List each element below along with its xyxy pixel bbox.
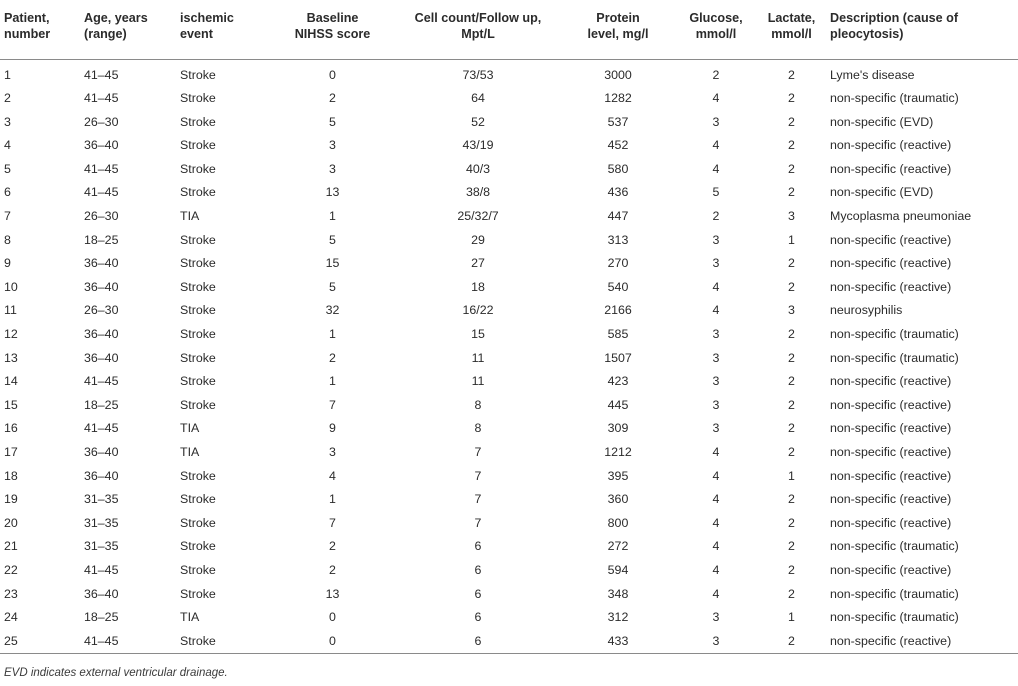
- cell-protein: 360: [607, 492, 629, 507]
- cell-age: 41–45: [84, 67, 119, 82]
- cell-ischemic-event: Stroke: [180, 256, 216, 271]
- table-row: [0, 630, 1018, 654]
- cell-patient-number: 20: [4, 515, 18, 530]
- cell-lactate: 2: [788, 138, 795, 153]
- cell-patient-number: 21: [4, 539, 18, 554]
- cell-cell-count: 18: [471, 279, 485, 294]
- table-row: [0, 347, 1018, 371]
- cell-nihss: 2: [329, 91, 336, 106]
- cell-cell-count: 15: [471, 327, 485, 342]
- cell-description: non-specific (reactive): [830, 374, 952, 389]
- cell-lactate: 2: [788, 445, 795, 459]
- cell-cell-count: 8: [474, 397, 482, 412]
- cell-cell-count: 11: [471, 374, 485, 389]
- cell-glucose: 3: [712, 397, 720, 412]
- cell-description: non-specific (reactive): [830, 562, 952, 577]
- cell-protein: 313: [607, 232, 629, 247]
- cell-description: non-specific (traumatic): [830, 586, 959, 601]
- table-row: [0, 370, 1018, 394]
- cell-cell-count: 16/22: [462, 303, 494, 318]
- cell-glucose: 3: [712, 610, 720, 625]
- cell-description: non-specific (reactive): [830, 161, 952, 176]
- cell-age: 36–40: [84, 468, 119, 483]
- cell-age: 36–40: [84, 327, 119, 342]
- table-row: [0, 583, 1018, 607]
- cell-lactate: 2: [788, 586, 795, 601]
- cell-protein: 580: [607, 161, 629, 176]
- cell-ischemic-event: Stroke: [180, 327, 216, 342]
- cell-description: non-specific (reactive): [830, 256, 952, 271]
- cell-ischemic-event: Stroke: [180, 586, 216, 601]
- cell-cell-count: 11: [471, 350, 485, 365]
- header-nihss: Baseline NIHSS score: [270, 4, 395, 59]
- cell-nihss: 1: [329, 374, 336, 389]
- cell-patient-number: 10: [4, 279, 18, 294]
- cell-protein: 395: [607, 468, 629, 483]
- cell-patient-number: 3: [4, 114, 11, 129]
- cell-age: 36–40: [84, 586, 119, 601]
- cell-age: 41–45: [84, 91, 119, 106]
- cell-patient-number: 8: [4, 232, 11, 247]
- cell-cell-count: 43/19: [462, 138, 494, 153]
- table-row: [0, 441, 1018, 465]
- cell-lactate: 2: [788, 421, 795, 436]
- cell-nihss: 15: [325, 256, 340, 271]
- cell-patient-number: 16: [4, 421, 18, 436]
- cell-protein: 594: [607, 562, 629, 577]
- table-row: [0, 134, 1018, 158]
- cell-protein: 585: [607, 327, 629, 342]
- table-body: [0, 59, 1018, 654]
- cell-lactate: 2: [788, 67, 795, 82]
- cell-lactate: 2: [788, 350, 795, 365]
- cell-glucose: 4: [712, 468, 720, 483]
- cell-ischemic-event: TIA: [180, 445, 200, 459]
- cell-description: non-specific (traumatic): [830, 91, 959, 106]
- cell-description: non-specific (reactive): [830, 232, 952, 247]
- cell-description: non-specific (traumatic): [830, 327, 959, 342]
- cell-nihss: 2: [329, 562, 336, 577]
- cell-glucose: 2: [712, 67, 720, 82]
- cell-ischemic-event: Stroke: [180, 515, 216, 530]
- cell-age: 18–25: [84, 232, 119, 247]
- cell-glucose: 2: [712, 209, 720, 224]
- cell-age: 41–45: [84, 185, 119, 200]
- cell-description: non-specific (traumatic): [830, 539, 959, 554]
- cell-protein: 436: [607, 185, 629, 200]
- cell-glucose: 4: [712, 586, 720, 601]
- cell-protein: 447: [607, 209, 629, 224]
- cell-age: 26–30: [84, 114, 119, 129]
- cell-glucose: 3: [712, 421, 720, 436]
- cell-glucose: 5: [712, 185, 720, 200]
- cell-age: 41–45: [84, 421, 119, 436]
- header-ischemic-event: ischemic event: [176, 4, 270, 59]
- table-header-row: [0, 4, 1018, 59]
- cell-description: non-specific (reactive): [830, 279, 952, 294]
- table-row: [0, 559, 1018, 583]
- cell-ischemic-event: Stroke: [180, 468, 216, 483]
- cell-cell-count: 6: [474, 610, 482, 625]
- cell-ischemic-event: Stroke: [180, 303, 216, 318]
- cell-protein: 1282: [604, 91, 632, 106]
- cell-nihss: 5: [329, 114, 336, 129]
- cell-protein: 433: [561, 630, 675, 654]
- cell-ischemic-event: TIA: [180, 421, 200, 436]
- header-cell-count: Cell count/Follow up, Mpt/L: [395, 4, 561, 59]
- table-row: [0, 181, 1018, 205]
- cell-ischemic-event: Stroke: [180, 562, 216, 577]
- cell-protein: 540: [607, 279, 629, 294]
- cell-patient-number: 13: [4, 350, 18, 365]
- cell-protein: 3000: [604, 67, 632, 82]
- cell-patient-number: 19: [4, 492, 18, 507]
- cell-ischemic-event: Stroke: [180, 539, 216, 554]
- cell-protein: 1212: [604, 445, 632, 459]
- cell-glucose: 4: [712, 91, 720, 106]
- cell-nihss: 1: [329, 327, 336, 342]
- cell-age: 31–35: [84, 515, 119, 530]
- cell-ischemic-event: Stroke: [180, 350, 216, 365]
- table-row: [0, 606, 1018, 630]
- cell-ischemic-event: Stroke: [180, 138, 216, 153]
- cell-patient-number: 17: [4, 445, 18, 459]
- cell-lactate: 2: [788, 114, 795, 129]
- header-protein: Protein level, mg/l: [561, 4, 675, 59]
- cell-glucose: 4: [712, 539, 720, 554]
- cell-lactate: 2: [788, 492, 795, 507]
- cell-protein: 1507: [604, 350, 632, 365]
- cell-patient-number: 4: [4, 138, 11, 153]
- cell-age: 41–45: [84, 161, 119, 176]
- cell-nihss: 32: [325, 303, 340, 318]
- header-glucose: Glucose, mmol/l: [675, 4, 757, 59]
- cell-lactate: 1: [788, 468, 795, 483]
- cell-patient-number: 15: [4, 397, 18, 412]
- cell-nihss: 1: [329, 492, 336, 507]
- cell-cell-count: 38/8: [465, 185, 491, 200]
- cell-description: non-specific (reactive): [830, 492, 952, 507]
- cell-ischemic-event: TIA: [180, 610, 200, 625]
- cell-lactate: 1: [788, 232, 795, 247]
- table-row: [0, 205, 1018, 229]
- cell-description: non-specific (traumatic): [830, 350, 959, 365]
- cell-ischemic-event: Stroke: [180, 279, 216, 294]
- cell-glucose: 3: [712, 350, 720, 365]
- cell-cell-count: 64: [471, 91, 485, 106]
- table-row: [0, 276, 1018, 300]
- table-row: [0, 512, 1018, 536]
- cell-cell-count: 7: [474, 468, 482, 483]
- cell-age: 26–30: [84, 209, 119, 224]
- table-row: [0, 252, 1018, 276]
- cell-patient-number: 12: [4, 327, 18, 342]
- cell-description: non-specific (reactive): [826, 630, 1018, 654]
- cell-ischemic-event: Stroke: [180, 397, 216, 412]
- cell-patient-number: 1: [4, 67, 11, 82]
- cell-age: 36–40: [84, 279, 119, 294]
- cell-cell-count: 27: [471, 256, 485, 271]
- cell-cell-count: 52: [471, 114, 485, 129]
- cell-lactate: 2: [788, 374, 795, 389]
- table-row: [0, 111, 1018, 135]
- cell-ischemic-event: Stroke: [180, 492, 216, 507]
- cell-lactate: 2: [788, 256, 795, 271]
- cell-patient-number: 18: [4, 468, 18, 483]
- cell-patient-number: 7: [4, 209, 11, 224]
- table-row: [0, 535, 1018, 559]
- cell-patient-number: 14: [4, 374, 18, 389]
- cell-lactate: 3: [788, 303, 795, 318]
- cell-patient-number: 22: [4, 562, 18, 577]
- cell-age: 41–45: [80, 630, 176, 654]
- header-description: Description (cause of pleocytosis): [826, 4, 1018, 59]
- cell-lactate: 2: [757, 630, 826, 654]
- cell-nihss: 9: [329, 421, 336, 436]
- cell-age: 36–40: [84, 256, 119, 271]
- footnote: EVD indicates external ventricular drainage.: [4, 667, 228, 679]
- cell-protein: 312: [607, 610, 629, 625]
- cell-age: 41–45: [84, 374, 119, 389]
- cell-ischemic-event: TIA: [180, 209, 200, 224]
- cell-patient-number: 11: [4, 303, 17, 318]
- cell-cell-count: 40/3: [465, 161, 491, 176]
- cell-cell-count: 7: [474, 445, 482, 459]
- cell-description: non-specific (reactive): [830, 468, 952, 483]
- cell-age: 36–40: [84, 350, 119, 365]
- cell-cell-count: 6: [474, 586, 482, 601]
- cell-patient-number: 23: [4, 586, 18, 601]
- cell-lactate: 2: [788, 91, 795, 106]
- cell-nihss: 5: [329, 232, 336, 247]
- cell-cell-count: 6: [395, 630, 561, 654]
- cell-protein: 800: [607, 515, 629, 530]
- cell-cell-count: 73/53: [462, 67, 494, 82]
- cell-cell-count: 6: [474, 539, 482, 554]
- cell-protein: 445: [607, 397, 629, 412]
- cell-ischemic-event: Stroke: [176, 630, 270, 654]
- cell-age: 18–25: [84, 610, 119, 625]
- cell-glucose: 3: [712, 232, 720, 247]
- cell-glucose: 4: [712, 562, 720, 577]
- header-patient-number: Patient, number: [0, 4, 80, 59]
- patients-table: [0, 4, 1018, 654]
- cell-lactate: 2: [788, 185, 795, 200]
- cell-glucose: 3: [712, 327, 720, 342]
- cell-nihss: 0: [329, 610, 336, 625]
- cell-description: non-specific (reactive): [830, 445, 952, 459]
- cell-glucose: 4: [712, 303, 720, 318]
- cell-protein: 272: [607, 539, 629, 554]
- cell-ischemic-event: Stroke: [180, 91, 216, 106]
- cell-lactate: 2: [788, 279, 795, 294]
- cell-description: Lyme's disease: [830, 67, 915, 82]
- cell-patient-number: 6: [4, 185, 11, 200]
- cell-cell-count: 7: [474, 515, 482, 530]
- cell-cell-count: 7: [474, 492, 482, 507]
- cell-glucose: 4: [712, 138, 720, 153]
- cell-cell-count: 29: [471, 232, 485, 247]
- cell-glucose: 3: [712, 374, 720, 389]
- cell-protein: 348: [607, 586, 629, 601]
- table-row: [0, 323, 1018, 347]
- cell-lactate: 2: [788, 327, 795, 342]
- cell-description: non-specific (EVD): [830, 185, 934, 200]
- cell-ischemic-event: Stroke: [180, 185, 216, 200]
- cell-age: 18–25: [84, 397, 119, 412]
- cell-cell-count: 8: [474, 421, 482, 436]
- cell-cell-count: 25/32/7: [457, 209, 499, 224]
- cell-nihss: 2: [329, 539, 336, 554]
- cell-patient-number: 9: [4, 256, 11, 271]
- cell-nihss: 0: [329, 67, 336, 82]
- cell-lactate: 2: [788, 562, 795, 577]
- cell-glucose: 4: [712, 279, 720, 294]
- table-row: [0, 158, 1018, 182]
- cell-lactate: 2: [788, 539, 795, 554]
- cell-protein: 270: [607, 256, 629, 271]
- cell-description: non-specific (EVD): [830, 114, 934, 129]
- cell-lactate: 3: [788, 209, 795, 224]
- table-row: [0, 59, 1018, 87]
- cell-glucose: 3: [712, 256, 720, 271]
- cell-nihss: 13: [325, 586, 340, 601]
- cell-description: neurosyphilis: [830, 303, 903, 318]
- cell-nihss: 13: [325, 185, 340, 200]
- cell-age: 36–40: [84, 445, 119, 459]
- cell-description: non-specific (traumatic): [830, 610, 959, 625]
- cell-nihss: 1: [329, 209, 336, 224]
- cell-age: 26–30: [84, 303, 119, 318]
- cell-nihss: 7: [329, 397, 336, 412]
- table-row: [0, 87, 1018, 111]
- cell-description: non-specific (reactive): [830, 421, 952, 436]
- cell-ischemic-event: Stroke: [180, 161, 216, 176]
- cell-description: non-specific (reactive): [830, 515, 952, 530]
- cell-glucose: 3: [675, 630, 757, 654]
- cell-nihss: 3: [329, 138, 336, 153]
- table-row: [0, 488, 1018, 512]
- cell-age: 36–40: [84, 138, 119, 153]
- cell-ischemic-event: Stroke: [180, 114, 216, 129]
- cell-description: non-specific (reactive): [830, 397, 952, 412]
- cell-protein: 423: [607, 374, 629, 389]
- cell-age: 31–35: [84, 539, 119, 554]
- cell-nihss: 7: [329, 515, 336, 530]
- cell-nihss: 0: [270, 630, 395, 654]
- cell-glucose: 4: [712, 161, 720, 176]
- cell-nihss: 2: [329, 350, 336, 365]
- cell-patient-number: 2: [4, 91, 11, 106]
- cell-nihss: 4: [329, 468, 336, 483]
- cell-patient-number: 24: [4, 610, 18, 625]
- table-row: [0, 394, 1018, 418]
- cell-protein: 309: [607, 421, 629, 436]
- cell-lactate: 2: [788, 515, 795, 530]
- cell-age: 41–45: [84, 562, 119, 577]
- cell-glucose: 4: [712, 492, 720, 507]
- table-row: [0, 299, 1018, 323]
- cell-description: non-specific (reactive): [830, 138, 952, 153]
- table-row: [0, 417, 1018, 441]
- cell-glucose: 4: [712, 515, 720, 530]
- cell-patient-number: 25: [0, 630, 80, 654]
- cell-glucose: 3: [712, 114, 720, 129]
- cell-cell-count: 6: [474, 562, 482, 577]
- cell-ischemic-event: Stroke: [180, 232, 216, 247]
- cell-nihss: 5: [329, 279, 336, 294]
- cell-protein: 452: [607, 138, 629, 153]
- cell-description: Mycoplasma pneumoniae: [830, 209, 972, 224]
- cell-nihss: 3: [329, 161, 336, 176]
- cell-patient-number: 5: [4, 161, 11, 176]
- table-row: [0, 465, 1018, 489]
- cell-lactate: 2: [788, 397, 795, 412]
- cell-ischemic-event: Stroke: [180, 67, 216, 82]
- cell-nihss: 3: [329, 445, 336, 459]
- cell-lactate: 2: [788, 161, 795, 176]
- header-lactate: Lactate, mmol/l: [757, 4, 826, 59]
- cell-glucose: 4: [712, 445, 720, 459]
- cell-ischemic-event: Stroke: [180, 374, 216, 389]
- cell-age: 31–35: [84, 492, 119, 507]
- cell-lactate: 1: [788, 610, 795, 625]
- header-age: Age, years (range): [80, 4, 176, 59]
- cell-protein: 2166: [604, 303, 632, 318]
- cell-protein: 537: [607, 114, 629, 129]
- table-row: [0, 229, 1018, 253]
